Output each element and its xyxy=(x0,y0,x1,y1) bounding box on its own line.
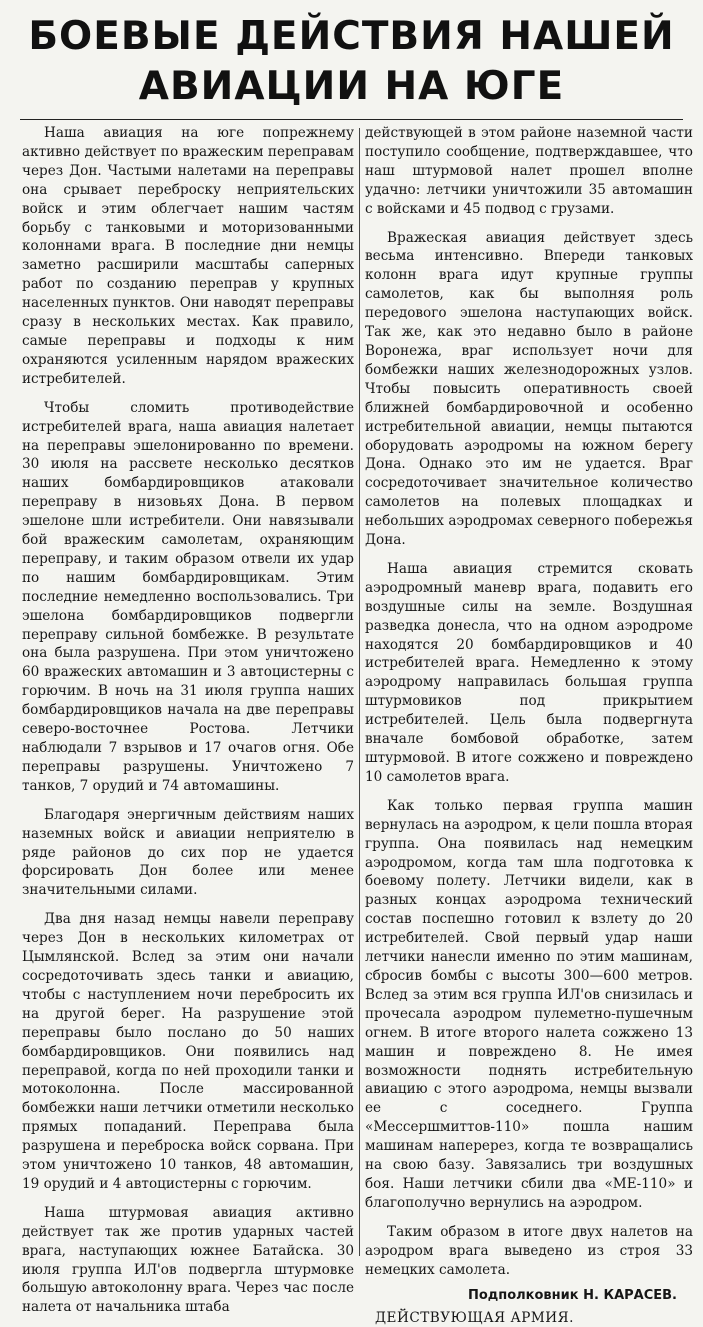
right-column xyxy=(365,124,693,1327)
headline xyxy=(20,12,683,112)
paragraph: Наша авиация стремится сковать аэродромный маневр врага, подавить его воздушные силы на земле. Воздушная разведка донесла, что на одном аэродроме находятся 20 бомбардировщиков и 40 истребителей врага. Немедленно к этому аэродрому направилась большая группа штурмовиков под прикрытием истребителей. Цель была подвергнута вначале бомбовой обработке, затем штурмовой. В итоге сожжено и повреждено 10 самолетов врага. xyxy=(365,560,693,785)
column-divider xyxy=(359,128,360,1256)
paragraph: Наша штурмовая авиация активно действует так же против ударных частей врага, наступающих южнее Батайска. 30 июля группа ИЛ'ов подвергла штурмовке большую автоколонну врага. Через час после налета от начальника штаба xyxy=(22,1204,354,1316)
paragraph: Наша авиация на юге попрежнему активно действует по вражеским переправам через Дон. Частыми налетами на переправы она срывает переброску неприятельских войск и этим облегчает нашим частям борьбу с танковыми и моторизованными колоннами врага. В последние дни немцы заметно расширили масштабы саперных работ по созданию переправ у крупных населенных пунктов. Они наводят переправы сразу в нескольких местах. Как правило, самые переправы и подходы к ним охраняются усиленным нарядом вражеских истребителей. xyxy=(22,125,354,387)
dateline: ДЕЙСТВУЮЩАЯ АРМИЯ. xyxy=(375,1310,574,1327)
author-signature: Подполковник Н. КАРАСЕВ. xyxy=(467,1288,677,1304)
left-column xyxy=(22,124,354,1317)
headline-line-1: БОЕВЫЕ ДЕЙСТВИЯ НАШЕЙ xyxy=(28,14,675,59)
paragraph: Благодаря энергичным действиям наших наземных войск и авиации неприятелю в ряде районов до сих пор не удается форсировать Дон более или менее значительными силами. xyxy=(22,806,354,899)
headline-line-2: АВИАЦИИ НА ЮГЕ xyxy=(138,64,565,109)
paragraph: Два дня назад немцы навели переправу через Дон в нескольких километрах от Цымлянской. Вслед за этим они начали сосредоточивать здесь танки и авиацию, чтобы с наступлением ночи перебросить их на другой берег. На разрушение этой переправы было послано до 50 наших бомбардировщиков. Они появились над переправой, когда по ней проходили танки и мотоколонна. После массированной бомбежки наши летчики отметили несколько прямых попаданий. Переправа была разрушена и переброска войск сорвана. При этом уничтожено 10 танков, 48 автомашин, 19 орудий и 4 автоцистерны с горючим. xyxy=(22,911,354,1192)
paragraph: Вражеская авиация действует здесь весьма интенсивно. Впереди танковых колонн врага идут крупные группы самолетов, как бы выполняя роль передового эшелона наступающих войск. Так же, как это недавно было в районе Воронежа, враг использует ночи для бомбежки наших железнодорожных узлов. Чтобы повысить оперативность своей ближней бомбардировочной и особенно истребительной авиации, немцы пытаются оборудовать аэродромы на южном берегу Дона. Однако это им не удается. Враг сосредоточивает значительное количество самолетов на полевых площадках и небольших аэродромах северного побережья Дона. xyxy=(365,229,693,549)
paragraph: Как только первая группа машин вернулась на аэродром, к цели пошла вторая группа. Она появилась над немецким аэродромом, когда там шла подготовка к боевому полету. Летчики видели, как в разных концах аэродрома технический состав поспешно готовил к взлету до 20 истребителей. Свой первый удар наши летчики нанесли именно по этим машинам, сбросив бомбы с высоты 300—600 метров. Вслед за этим вся группа ИЛ'ов снизилась и прочесала аэродром пулеметно-пушечным огнем. В итоге второго налета сожжено 13 машин и повреждено 8. Не имея возможности поднять истребительную авиацию с этого аэродрома, немцы вызвали ее с соседнего. Группа «Мессершмиттов-110» пошла нашим машинам наперерез, когда те возвращались на свою базу. Завязались три воздушных боя. Наши летчики сбили два «МЕ-110» и благополучно вернулись на аэродром. xyxy=(365,797,693,1211)
paragraph: действующей в этом районе наземной части поступило сообщение, подтверждавшее, что наш штурмовой налет прошел вполне удачно: летчики уничтожили 35 автомашин с войсками и 45 подвод с грузами. xyxy=(365,125,693,217)
paragraph: Таким образом в итоге двух налетов на аэродром врага выведено из строя 33 немецких самолета. xyxy=(365,1223,693,1278)
headline-rule xyxy=(20,119,683,120)
paragraph: Чтобы сломить противодействие истребителей врага, наша авиация налетает на переправы эшелонированно по времени. 30 июля на рассвете несколько десятков наших бомбардировщиков атаковали переправу в низовьях Дона. В первом эшелоне шли истребители. Они навязывали бой вражеским самолетам, охраняющим переправу, и таким образом отвели их удар по нашим бомбардировщикам. Этим последние немедленно воспользовались. Три эшелона бомбардировщиков подвергли переправу сильной бомбежке. В результате она была разрушена. При этом уничтожено 60 вражеских автомашин и 3 автоцистерны с горючим. В ночь на 31 июля группа наших бомбардировщиков начала на две переправы северо-восточнее Ростова. Летчики наблюдали 7 взрывов и 17 очагов огня. Обе переправы разрушены. Уничтожено 7 танков, 7 орудий и 74 автомашины. xyxy=(22,399,354,794)
